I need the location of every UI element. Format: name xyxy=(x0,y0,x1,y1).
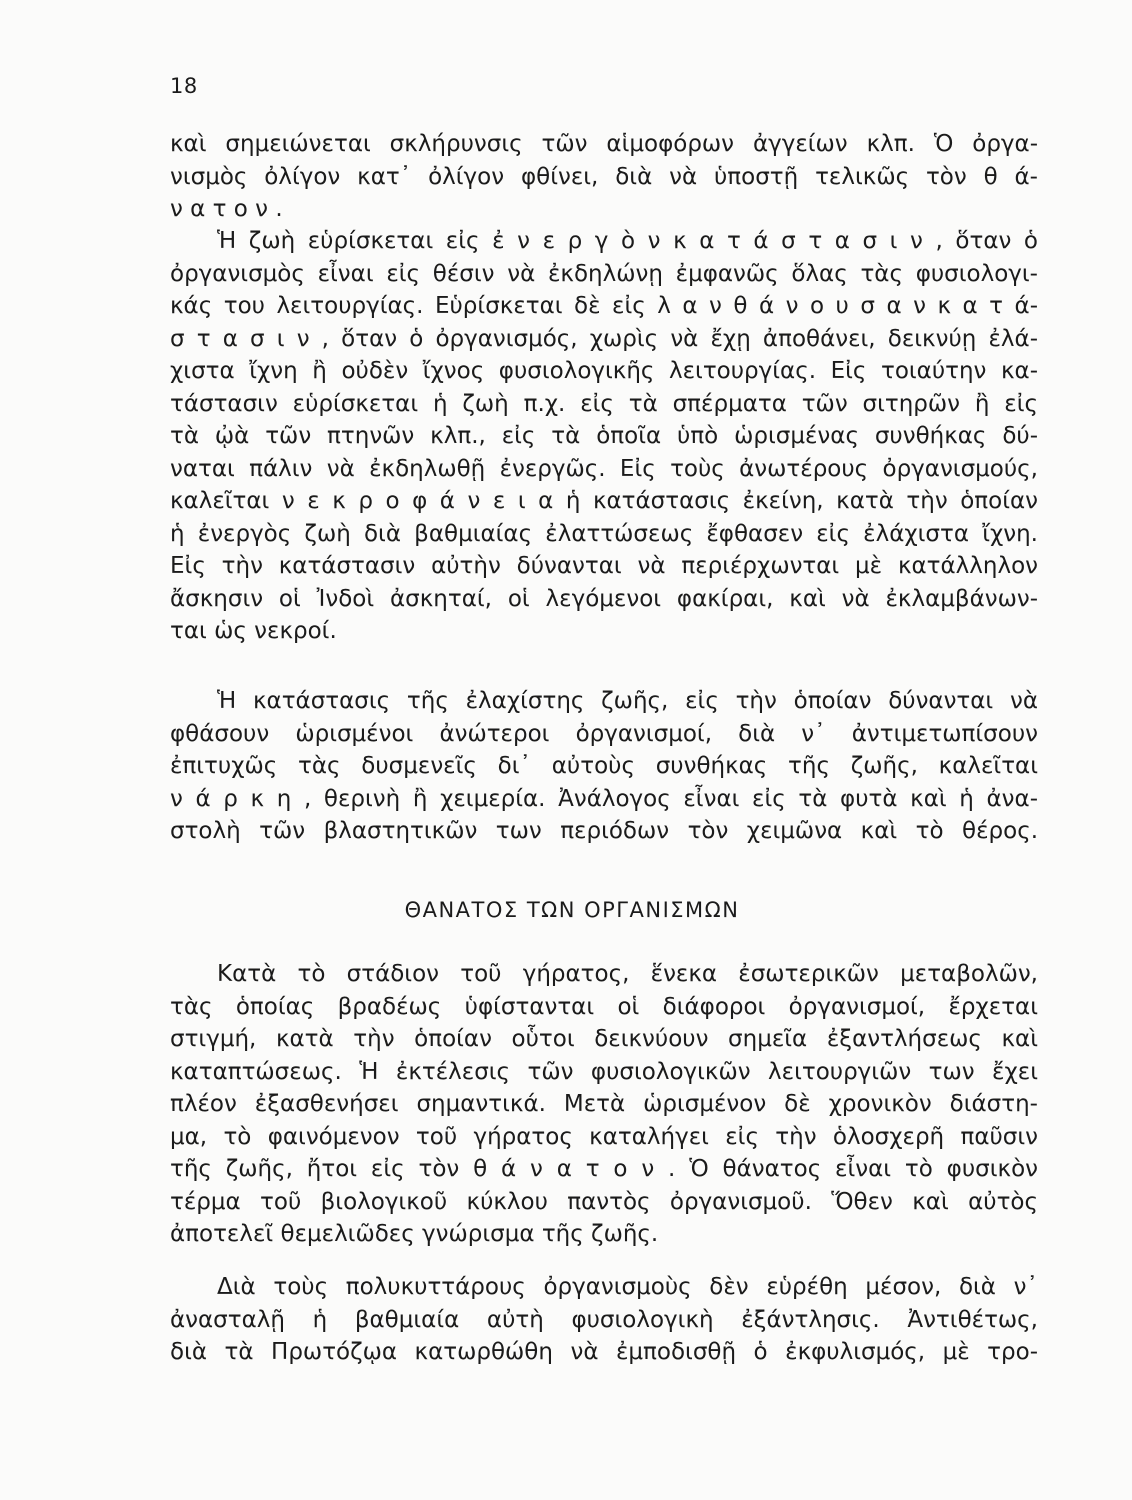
paragraph-2 xyxy=(170,225,1038,648)
text-line: Εἰς τὴν κατάστασιν αὐτὴν δύνανται νὰ περιέρχωνται μὲ κατάλληλον xyxy=(170,553,1038,579)
text-line: τὰ ᾠὰ τῶν πτηνῶν κλπ., εἰς τὰ ὁποῖα ὑπὸ ὡρισμένας συνθήκας δύ- xyxy=(170,423,1038,449)
text-line: ν α τ ο ν . xyxy=(170,196,283,222)
text-line: χιστα ἴχνη ἢ οὐδὲν ἴχνος φυσιολογικῆς λειτουργίας. Εἰς τοιαύτην κα- xyxy=(170,358,1038,384)
page-number: 18 xyxy=(170,74,198,98)
text-line: Ἡ κατάστασις τῆς ἐλαχίστης ζωῆς, εἰς τὴν ὁποίαν δύνανται νὰ xyxy=(217,688,1038,714)
text-line: διὰ τὰ Πρωτόζῳα κατωρθώθη νὰ ἐμποδισθῇ ὁ ἐκφυλισμός, μὲ τρο- xyxy=(170,1339,1038,1365)
text-line: Διὰ τοὺς πολυκυττάρους ὀργανισμοὺς δὲν εὑρέθη μέσον, διὰ ν᾽ xyxy=(217,1274,1038,1300)
paragraph-3 xyxy=(170,685,1038,848)
text-line: ὀργανισμὸς εἶναι εἰς θέσιν νὰ ἐκδηλώνῃ ἐμφανῶς ὅλας τὰς φυσιολογι- xyxy=(170,260,1038,287)
text-line: καλεῖται ν ε κ ρ ο φ ά ν ε ι α ἡ κατάστασις ἐκείνη, κατὰ τὴν ὁποίαν xyxy=(170,488,1038,514)
text-line: ν ά ρ κ η , θερινὴ ἢ χειμερία. Ἀνάλογος εἶναι εἰς τὰ φυτὰ καὶ ἡ ἀνα- xyxy=(170,785,1038,812)
text-line: ἀνασταλῇ ἡ βαθμιαία αὐτὴ φυσιολογικὴ ἐξάντλησις. Ἀντιθέτως, xyxy=(170,1306,1038,1333)
text-line: φθάσουν ὡρισμένοι ἀνώτεροι ὀργανισμοί, διὰ ν᾽ ἀντιμετωπίσουν xyxy=(170,720,1038,747)
text-line: νισμὸς ὀλίγον κατ᾽ ὀλίγον φθίνει, διὰ νὰ ὑποστῇ τελικῶς τὸν θ ά- xyxy=(170,163,1038,190)
text-line: ἀποτελεῖ θεμελιῶδες γνώρισμα τῆς ζωῆς. xyxy=(170,1221,659,1247)
text-line: ἡ ἐνεργὸς ζωὴ διὰ βαθμιαίας ἐλαττώσεως ἔφθασεν εἰς ἐλάχιστα ἴχνη. xyxy=(170,520,1038,547)
text-line: Ἡ ζωὴ εὑρίσκεται εἰς ἐ ν ε ρ γ ὸ ν κ α τ ά σ τ α σ ι ν , ὅταν ὁ xyxy=(217,228,1038,254)
text-line: κάς του λειτουργίας. Εὑρίσκεται δὲ εἰς λ α ν θ ά ν ο υ σ α ν κ α τ ά- xyxy=(170,293,1038,319)
section-heading: ΘΑΝΑΤΟΣ ΤΩΝ ΟΡΓΑΝΙΣΜΩΝ xyxy=(404,898,740,922)
text-line: Κατὰ τὸ στάδιον τοῦ γήρατος, ἕνεκα ἐσωτερικῶν μεταβολῶν, xyxy=(217,961,1038,987)
text-line: ται ὡς νεκροί. xyxy=(170,618,337,644)
paragraph-5 xyxy=(170,1271,1038,1369)
paragraph-1 xyxy=(170,128,1038,226)
text-line: σ τ α σ ι ν , ὅταν ὁ ὀργανισμός, χωρὶς νὰ ἔχῃ ἀποθάνει, δεικνύῃ ἐλά- xyxy=(170,325,1038,352)
text-line: καὶ σημειώνεται σκλήρυνσις τῶν αἱμοφόρων ἀγγείων κλπ. Ὁ ὀργα- xyxy=(170,131,1038,157)
text-line: ἐπιτυχῶς τὰς δυσμενεῖς δι᾽ αὐτοὺς συνθήκας τῆς ζωῆς, καλεῖται xyxy=(170,753,1038,779)
text-line: πλέον ἐξασθενήσει σημαντικά. Μετὰ ὡρισμένον δὲ χρονικὸν διάστη- xyxy=(170,1091,1038,1117)
text-line: τέρμα τοῦ βιολογικοῦ κύκλου παντὸς ὀργανισμοῦ. Ὅθεν καὶ αὐτὸς xyxy=(170,1188,1038,1215)
text-line: στολὴ τῶν βλαστητικῶν των περιόδων τὸν χειμῶνα καὶ τὸ θέρος. xyxy=(170,818,1038,844)
text-line: τῆς ζωῆς, ἤτοι εἰς τὸν θ ά ν α τ ο ν . Ὁ θάνατος εἶναι τὸ φυσικὸν xyxy=(170,1156,1038,1182)
text-line: μα, τὸ φαινόμενον τοῦ γήρατος καταλήγει εἰς τὴν ὁλοσχερῆ παῦσιν xyxy=(170,1123,1038,1150)
text-line: καταπτώσεως. Ἡ ἐκτέλεσις τῶν φυσιολογικῶν λειτουργιῶν των ἔχει xyxy=(170,1058,1038,1085)
text-line: στιγμή, κατὰ τὴν ὁποίαν οὗτοι δεικνύουν σημεῖα ἐξαντλήσεως καὶ xyxy=(170,1026,1038,1052)
text-line: ναται πάλιν νὰ ἐκδηλωθῇ ἐνεργῶς. Εἰς τοὺς ἀνωτέρους ὀργανισμούς, xyxy=(170,455,1038,482)
text-line: τὰς ὁποίας βραδέως ὑφίστανται οἱ διάφοροι ὀργανισμοί, ἔρχεται xyxy=(170,993,1038,1020)
text-line: τάστασιν εὑρίσκεται ἡ ζωὴ π.χ. εἰς τὰ σπέρματα τῶν σιτηρῶν ἢ εἰς xyxy=(170,390,1038,417)
text-line: ἄσκησιν οἱ Ἰνδοὶ ἀσκηταί, οἱ λεγόμενοι φακίραι, καὶ νὰ ἐκλαμβάνων- xyxy=(170,585,1038,612)
paragraph-4 xyxy=(170,958,1038,1251)
